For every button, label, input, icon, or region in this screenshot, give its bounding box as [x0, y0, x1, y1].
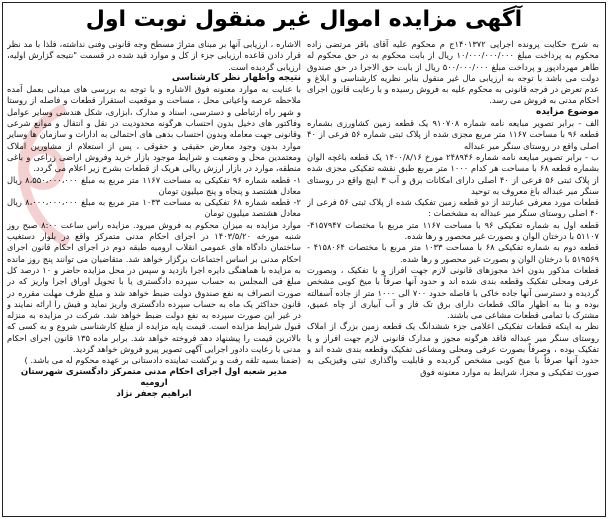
- result-heading: نتیجه واظهار نظر کارشناسی: [171, 72, 301, 83]
- signature-line: مدیر شعبه اول اجرای احکام مدنی متمرکز دادگستری شهرستان ارومیه: [20, 366, 288, 388]
- item-a: الف - برابر تصویر مبایعه نامه شماره ۹۱۰۷۰۸ یک قطعه زمین کشاورزی بشماره قطعه ۹۶ با مساحت ۱۱۶۷ متر مربع مجزی شده از پلاک ثبتی شماره ۵۶ فرعی از ۴۰ اصلی واقع در روستای سنگر میر عبداله: [307, 118, 599, 151]
- valuation-item-2: ۲- قطعه شماره ۶۸ تفکیکی به مساحت ۱۰۳۳ متر مربع به مبلغ ۸،۰۰۰،۰۰۰،۰۰۰ ریال معادل هشتصد میلیون تومان: [7, 197, 301, 219]
- page-title: آگهی مزایده اموال غیر منقول نوبت اول: [85, 7, 523, 32]
- continuation-text: الاشاره ، ارزیابی آنها بر مبنای متراژ مسطح وجه قانونی وفنی نداشته، فلذا با مد نظر قرار دادن قاعده ارزیابی جزء از کل و موارد قید شده در قسمت "نتیجه گزارش اولیه، ارزیابی گردیده است.: [7, 39, 301, 72]
- details-paragraph-1: قطعات مذکور بدون اخذ مجوزهای قانونی لازم جهت افراز و یا تفکیک ، وبصورت عرفی ومحلی تفکیک وقطعه بندی شده اند و حدود آنها صرفاً با میخ کوبی مشخص گردیده و دسترسی آنها جاده خاکی با فاصله حدود ۷۰۰ الی ۱۰۰۰ متر از جاده آسفالته بوده و بنا به اظهار مالک قطعات دارای برق تک فاز و آب آبیاری از چاه عمیق، مشترک با تمامی قطعات مشاعی می باشند.: [307, 264, 599, 321]
- advertisement-frame: [2, 2, 606, 517]
- parcel-96: قطعه اول به شماره تفکیکی ۹۶ با مساحت ۱۱۶۷ متر مربع با مختصات ۴۱۵۷۹۴۷- ۵۱۱۰۷ با درختان الوان و بصورت غیر محصور و رها شده.: [307, 219, 599, 242]
- note-text: (ضمنا بسیه تلقه رفت و برگشت تماینده دادستانی بر عهده محکوم له می باشد. ): [24, 355, 301, 366]
- right-column: [307, 39, 599, 513]
- signature-name: ابراهیم جعفر نژاد: [116, 389, 192, 400]
- condition-text: قطعات مورد معرفی عبارتند از دو قطعه زمین تفکیک شده از پلاک ثبتی ۵۶ فرعی از ۴۰ اصلی روستای سنگر میر عبداله به مشخصات :: [307, 197, 599, 219]
- item-b: ب - برابر تصویر مبایعه نامه شماره ۲۴۸۹۴۶ مورخ ۱۴۰۰/۸/۱۶ یک قطعه باغچه الوان بشماره قطعه ۶۸ با مساحت هر کدام ۱۰۰۰ متر مربع طبق نقشه تفکیکی مجزی شده از پلاک ثبتی ۵۶ فرعی از ۴۰ اصلی دارای امکانات برق و آب ۳ اینچ واقع در روستای سنگر میر عبداله باغ معروف به توحید: [307, 151, 599, 196]
- details-paragraph-2: نظر به اینکه قطعات تفکیکی اعلامی جزء ششدانگ یک قطعه زمین بزرگ از املاک روستای سنگر میر عبداله فاقد هرگونه مجوز و مدارک قانونی لازم جهت افراز و یا تفکیک بوده ، وصرفاً بصورت عرفی ومحلی ومشاعی تفکیک وقطعه بندی شده اند و حدود آنها صرفاً با میخ کوبی مشخص گردیده و قابلیت واگذاری ثبتی وفیزیکی به صورت تفکیکی و مجزا، شرایط به موارد معنونه فوق: [307, 321, 599, 377]
- subject-heading: موضوع مزایده: [536, 106, 599, 117]
- auction-terms: موارد مزایده به میزان محکوم به فروش میرود. مزایده راس ساعت ۸:۰۰ صبح روز شنبه مورخه ۱۴۰۳/۵/۲۰ در اجرای احکام مدنی متمرکز واقع در بلوار دستغیب ساختمان دادگاه های عمومی انقلاب ارومیه طبقه دوم در اجرای احکام قانون اجرای احکام مدنی بر اساس اجتماعات برگزار خواهد شد. متقاضیان می توانند پنج روز مانده به مزایده با هماهنگی دایره اجرا بازدید و سپس در محل مزایده حاضر و ۱۰ درصد کل مبلغ فی المجلس به حساب سپرده دادگستری یا با تحویل اوراق اجرا واریز که در صورت انصراف به نفع صندوق دولت ضبط خواهد شد و مبلغ ظرف مهلت مقرره در قانون حداکثر یک ماه به حساب سپرده دادگستری واریز نماید و فیش را ارائه نمایند و در غیر این صورت سپرده به نفع دولت ضبط خواهد شد. شرکت در مزایده به منزله قبول شرایط مزایده است. قیمت پایه مزایده از مبلغ کارشناسی شروع و به کسی که بالاترین قیمت را پیشنهاد دهد فروخته خواهد شد. برابر ماده ۱۳۵ قانون اجرای احکام مدنی با رعایت دادور اجرایی آگهی تصویر پیرو فروش خواهد گردید.: [7, 219, 301, 355]
- left-column: [7, 39, 301, 513]
- parcel-68: قطعه دوم به شماره تفکیکی ۶۸ با مساحت ۱۰۳۳ متر مربع با مختصات ۴۱۵۸۰۶۴ - ۵۱۹۵۶۹ با درختان الوان و بصورت غیر محصور و رها شده.: [307, 242, 599, 264]
- intro-text: به شرح حکایت پرونده اجرایی ۱۴۰۱۳۷۲ج م محکوم علیه آقای باقر مرتضی زاده محکوم به پرداخت مبلغ ۱۰/۰۰۰/۰۰۰/۰۰۰ ریال از بابت محکوم به در حق محکوم له طاهر مهردادپور و پرداخت مبلغ ۵۰۰/۰۰۰/۰۰۰ ریال از بابت حق الاجرا در حق صندوق دولت می باشد با توجه به ارزیابی مال غیر منقول بنابر نظریه کارشناسی و ابلاغ و عدم تعرض در فرجه قانونی به محکوم علیه به فروش رسیده و با رعایت قانون اجرای احکام مدنی به فروش می رسد.: [307, 39, 599, 106]
- valuation-item-1: ۱- قطعه شماره ۹۶ تفکیکی به مساحت ۱۱۶۷ متر مربع به مبلغ ۸،۵۵۰،۰۰۰،۰۰۰ ریال معادل هشتصد و پنجاه و پنج میلیون تومان: [7, 174, 301, 196]
- result-body: با عنایت به موارد معنونه فوق الاشاره و با توجه به بررسی های میدانی بعمل آمده ملاحظه عرصه واعیانی محل ، مساحت و موقعیت استقرار قطعات و فاصله از روستا و شهر راه ارتباطی و دسترسی، اسناد و مدارک ،ابزاری، شکل هندسی وسایر عوامل وفاکتور های دخیل بدون احتساب هرگونه محدودیت در نقل و انتقال و موانع شرعی وقانونی جهت معامله وبدون احتساب بدهی های احتمالی به ادارات و سازمان ها وسایر موارد بدون وجود معارض حقیقی و حقوقی ، پس از استعلام از مشاورین املاک ومعتمدین محل و وضعیت و شرایط موجود بازار خرید وفروش اراضی زراعی و باغی منطقه، موارد در بازار ارزش ریالی هریک از قطعات بشرح زیر اعلام می گردد.: [7, 84, 301, 174]
